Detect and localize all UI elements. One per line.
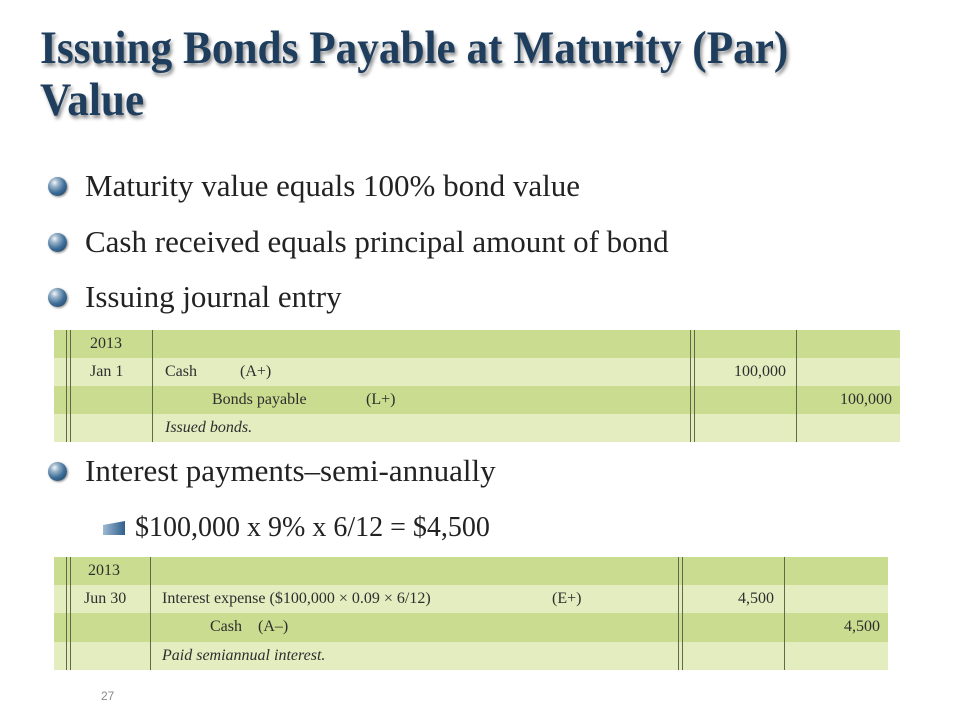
journal-year: 2013 (90, 335, 122, 352)
journal-explanation: Paid semiannual interest. (162, 647, 326, 664)
debit-amount: 100,000 (734, 363, 786, 380)
bullet-orb-icon (48, 288, 67, 307)
journal-entry-issuance (54, 330, 900, 442)
slide-title: Issuing Bonds Payable at Maturity (Par) Value (40, 22, 789, 126)
page-number: 27 (101, 689, 115, 703)
sub-bullet-interest-calc (103, 512, 490, 544)
bullet-text: Issuing journal entry (85, 279, 342, 314)
sub-bullet-text: $100,000 x 9% x 6/12 = $4,500 (135, 512, 490, 543)
arrow-bullet-icon (103, 521, 125, 535)
bullet-interest-payments (48, 453, 496, 489)
debit-tag: (E+) (552, 590, 582, 607)
journal-year: 2013 (88, 562, 120, 579)
credit-amount: 4,500 (844, 618, 880, 635)
bullet-text: Maturity value equals 100% bond value (85, 168, 581, 203)
journal-explanation: Issued bonds. (165, 419, 253, 436)
bullet-orb-icon (48, 177, 67, 196)
journal-entry-interest (54, 557, 888, 670)
journal-date: Jan 1 (90, 363, 124, 380)
credit-account: Cash (210, 618, 242, 635)
bullet-text: Cash received equals principal amount of bond (85, 224, 669, 259)
bullet-orb-icon (48, 462, 67, 481)
debit-amount: 4,500 (738, 590, 774, 607)
bullet-maturity-value (48, 168, 580, 204)
debit-account: Interest expense ($100,000 × 0.09 × 6/12) (162, 590, 431, 607)
bullet-text: Interest payments–semi-annually (85, 453, 496, 488)
debit-tag: (A+) (240, 363, 272, 380)
bullet-cash-received (48, 224, 669, 260)
bullet-issuing-entry (48, 279, 342, 315)
credit-amount: 100,000 (840, 391, 892, 408)
credit-account: Bonds payable (212, 391, 307, 408)
credit-tag: (A–) (258, 618, 289, 635)
credit-tag: (L+) (366, 391, 396, 408)
bullet-orb-icon (48, 233, 67, 252)
journal-date: Jun 30 (84, 590, 127, 607)
debit-account: Cash (165, 363, 197, 380)
